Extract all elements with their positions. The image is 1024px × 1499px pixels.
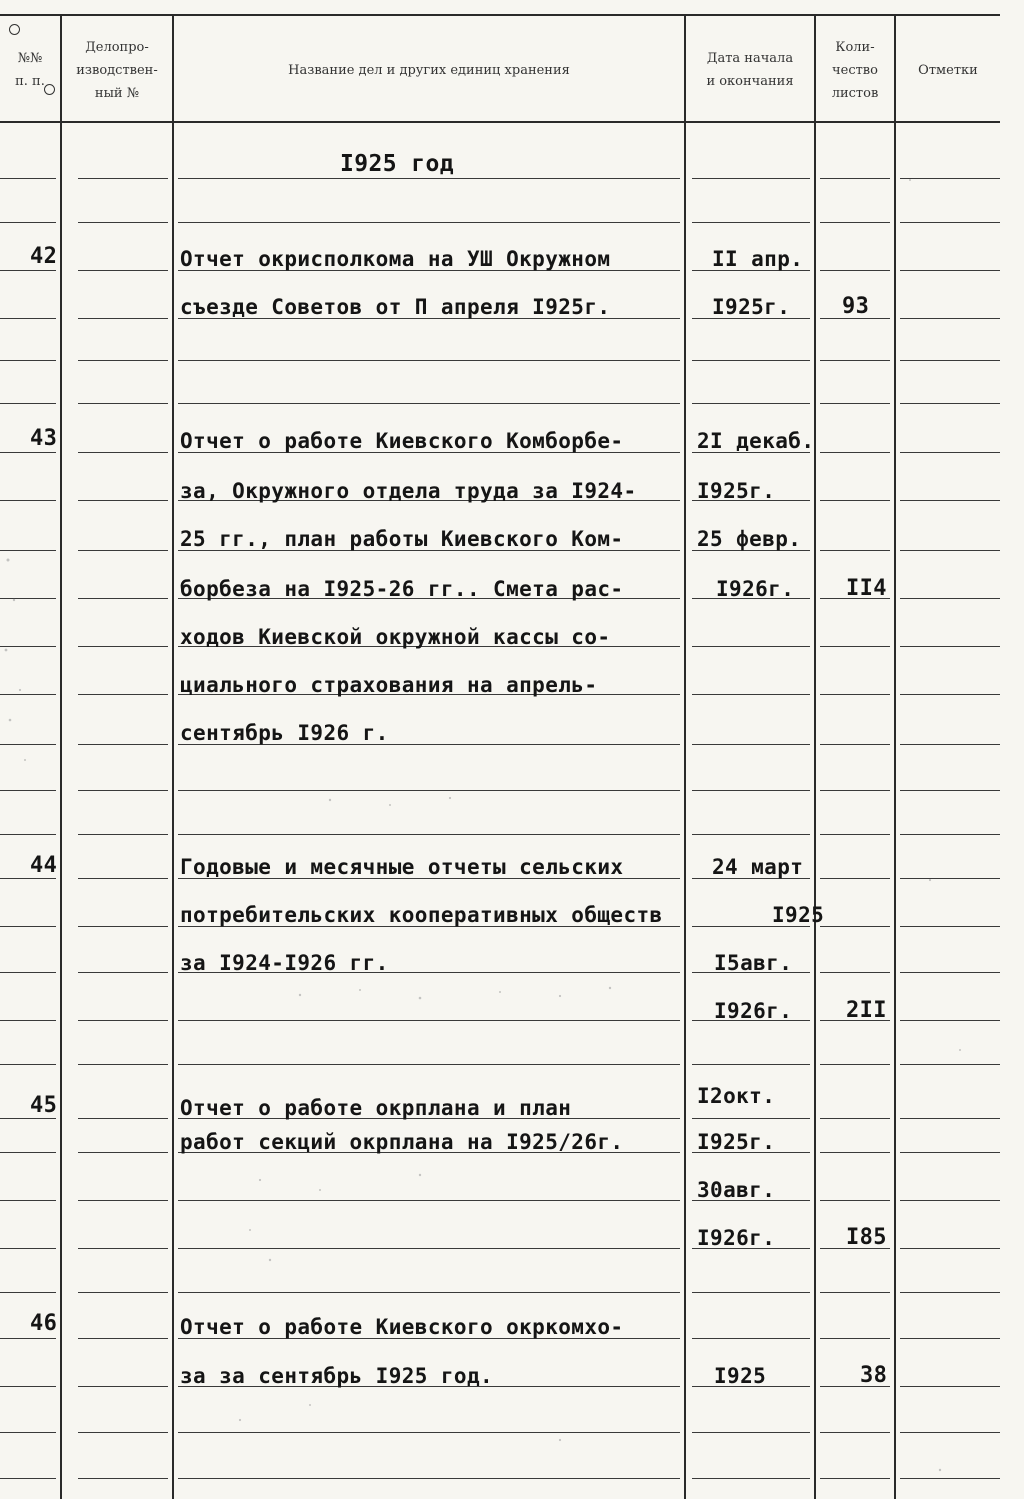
ruled-line	[178, 1292, 680, 1293]
ruled-line	[820, 1152, 890, 1153]
ruled-line	[900, 598, 1000, 599]
ruled-line	[0, 646, 56, 647]
entry-title-line: за I924-I926 гг.	[180, 951, 389, 975]
ruled-line	[900, 972, 1000, 973]
ruled-line	[78, 834, 168, 835]
ruled-line	[0, 926, 56, 927]
ruled-line	[900, 452, 1000, 453]
ruled-line	[0, 550, 56, 551]
entry-date: 30авг.	[697, 1178, 776, 1202]
entry-title-line: за, Окружного отдела труда за I924-	[180, 479, 637, 503]
header-col-number: №№ п. п.	[15, 51, 45, 89]
ruled-line	[78, 1386, 168, 1387]
ruled-line	[78, 878, 168, 879]
ruled-line	[820, 694, 890, 695]
ruled-line	[0, 1064, 56, 1065]
ruled-line	[0, 1020, 56, 1021]
ruled-line	[900, 222, 1000, 223]
ruled-line	[820, 360, 890, 361]
ruled-line	[0, 1152, 56, 1153]
ruled-line	[820, 550, 890, 551]
entry-title-line: 25 гг., план работы Киевского Ком-	[180, 527, 624, 551]
ruled-line	[178, 1478, 680, 1479]
ruled-line	[900, 1118, 1000, 1119]
entry-title-line: работ секций окрплана на I925/26г.	[180, 1130, 624, 1154]
year-heading: I925 год	[340, 151, 454, 177]
ruled-line	[692, 790, 810, 791]
ruled-line	[0, 972, 56, 973]
ruled-line	[178, 834, 680, 835]
ruled-line	[178, 790, 680, 791]
entry-title-line: Отчет о работе Киевского окркомхо-	[180, 1315, 624, 1339]
ruled-line	[900, 1248, 1000, 1249]
ruled-line	[900, 1432, 1000, 1433]
entry-title-line: Отчет о работе Киевского Комборбе-	[180, 429, 624, 453]
ruled-line	[0, 1432, 56, 1433]
ruled-line	[820, 1118, 890, 1119]
ruled-line	[820, 878, 890, 879]
ruled-line	[0, 1248, 56, 1249]
header-top-border	[0, 14, 1000, 16]
ruled-line	[178, 178, 680, 179]
ruled-line	[178, 1020, 680, 1021]
ruled-line	[0, 360, 56, 361]
ruled-line	[692, 1118, 810, 1119]
entry-date: I925г.	[697, 479, 776, 503]
entry-date: I926г.	[716, 577, 795, 601]
ruled-line	[178, 360, 680, 361]
entry-number: 45	[30, 1093, 58, 1118]
ruled-line	[820, 646, 890, 647]
ruled-line	[820, 1292, 890, 1293]
entry-title-line: потребительских кооперативных обществ	[180, 903, 663, 927]
ruled-line	[78, 500, 168, 501]
entry-sheet-count: 2II	[846, 998, 887, 1023]
column-divider	[684, 14, 686, 1499]
entry-number: 44	[30, 853, 58, 878]
entry-title-line: за за сентябрь I925 год.	[180, 1364, 494, 1388]
header-col-notes: Отметки	[918, 62, 978, 78]
ruled-line	[900, 1386, 1000, 1387]
entry-sheet-count: I85	[846, 1225, 887, 1250]
ruled-line	[0, 1292, 56, 1293]
ruled-line	[900, 1200, 1000, 1201]
ruled-line	[78, 1478, 168, 1479]
ruled-line	[178, 1248, 680, 1249]
ruled-line	[900, 926, 1000, 927]
ruled-line	[820, 500, 890, 501]
ruled-line	[78, 178, 168, 179]
entry-number: 42	[30, 244, 58, 269]
ruled-line	[0, 318, 56, 319]
ruled-line	[78, 403, 168, 404]
ruled-line	[0, 222, 56, 223]
header-col-office-number: Делопро- изводствен- ный №	[76, 39, 158, 101]
ruled-line	[900, 744, 1000, 745]
entry-sheet-count: 38	[860, 1363, 888, 1388]
ruled-line	[692, 1478, 810, 1479]
ruled-line	[78, 1200, 168, 1201]
ruled-line	[78, 360, 168, 361]
ruled-line	[692, 403, 810, 404]
ruled-line	[78, 598, 168, 599]
ruled-line	[0, 1478, 56, 1479]
ruled-line	[900, 878, 1000, 879]
ruled-line	[178, 403, 680, 404]
ruled-line	[78, 1118, 168, 1119]
ruled-line	[692, 360, 810, 361]
ruled-line	[178, 1432, 680, 1433]
ruled-line	[820, 222, 890, 223]
ruled-line	[0, 694, 56, 695]
entry-title-line: Отчет окрисполкома на УШ Окружном	[180, 247, 611, 271]
ruled-line	[0, 1386, 56, 1387]
ruled-line	[0, 178, 56, 179]
ruled-line	[900, 1292, 1000, 1293]
ruled-line	[78, 744, 168, 745]
header-bottom-border	[0, 121, 1000, 123]
entry-title-line: Годовые и месячные отчеты сельских	[180, 855, 624, 879]
column-divider	[60, 14, 62, 1499]
ruled-line	[78, 550, 168, 551]
entry-date: 24 март	[712, 855, 804, 879]
ruled-line	[78, 1338, 168, 1339]
ruled-line	[0, 1338, 56, 1339]
entry-title-line: ходов Киевской окружной кассы со-	[180, 625, 611, 649]
header-col-dates: Дата начала и окончания	[706, 51, 794, 89]
ruled-line	[78, 694, 168, 695]
ruled-line	[900, 500, 1000, 501]
entry-title-line: сентябрь I926 г.	[180, 721, 389, 745]
entry-date: I925г.	[697, 1130, 776, 1154]
ruled-line	[0, 403, 56, 404]
ruled-line	[820, 744, 890, 745]
ruled-line	[78, 790, 168, 791]
ruled-line	[820, 270, 890, 271]
header-col-title: Название дел и других единиц хранения	[288, 62, 570, 78]
ruled-line	[78, 1020, 168, 1021]
ruled-line	[78, 972, 168, 973]
ruled-line	[820, 926, 890, 927]
ruled-line	[900, 1020, 1000, 1021]
ruled-line	[900, 1064, 1000, 1065]
ruled-line	[692, 646, 810, 647]
ruled-line	[820, 1200, 890, 1201]
ruled-line	[0, 500, 56, 501]
entry-date: 25 февр.	[697, 527, 802, 551]
ruled-line	[78, 222, 168, 223]
ruled-line	[900, 550, 1000, 551]
entry-date: I926г.	[697, 1226, 776, 1250]
ruled-line	[0, 834, 56, 835]
ruled-line	[900, 360, 1000, 361]
ruled-line	[692, 694, 810, 695]
ruled-line	[692, 222, 810, 223]
entry-date: I925	[714, 1364, 767, 1388]
ruled-line	[692, 744, 810, 745]
ruled-line	[78, 926, 168, 927]
ruled-line	[78, 646, 168, 647]
column-divider	[894, 14, 896, 1499]
ruled-line	[0, 598, 56, 599]
ruled-line	[692, 1292, 810, 1293]
ruled-line	[820, 1338, 890, 1339]
entry-number: 43	[30, 426, 58, 451]
ruled-line	[178, 1064, 680, 1065]
ruled-line	[0, 790, 56, 791]
ruled-line	[78, 318, 168, 319]
ruled-line	[820, 834, 890, 835]
entry-sheet-count: 93	[842, 294, 870, 319]
ruled-line	[900, 403, 1000, 404]
entry-title-line: съезде Советов от П апреля I925г.	[180, 295, 611, 319]
ruled-line	[900, 646, 1000, 647]
ruled-line	[820, 1064, 890, 1065]
ruled-line	[78, 1432, 168, 1433]
ruled-line	[900, 1478, 1000, 1479]
ruled-line	[900, 790, 1000, 791]
ruled-line	[820, 972, 890, 973]
ruled-line	[900, 270, 1000, 271]
ruled-line	[78, 1152, 168, 1153]
ruled-line	[78, 1248, 168, 1249]
ruled-line	[820, 403, 890, 404]
ruled-line	[820, 178, 890, 179]
entry-date: I5авг.	[714, 951, 793, 975]
ruled-line	[692, 1338, 810, 1339]
ruled-line	[178, 1200, 680, 1201]
entry-title-line: циального страхования на апрель-	[180, 673, 598, 697]
column-divider	[172, 14, 174, 1499]
entry-date: I926г.	[714, 999, 793, 1023]
entry-number: 46	[30, 1311, 58, 1336]
ruled-line	[900, 694, 1000, 695]
ruled-line	[820, 790, 890, 791]
ruled-line	[78, 1292, 168, 1293]
ruled-line	[0, 1200, 56, 1201]
ruled-line	[78, 1064, 168, 1065]
entry-date: I925	[772, 903, 825, 927]
ruled-line	[900, 318, 1000, 319]
ruled-line	[900, 1338, 1000, 1339]
entry-title-line: борбеза на I925-26 гг.. Смета рас-	[180, 577, 624, 601]
ruled-line	[78, 452, 168, 453]
entry-date: 2I декаб.	[697, 429, 815, 453]
ruled-line	[692, 834, 810, 835]
ruled-line	[0, 744, 56, 745]
entry-date: I2окт.	[697, 1084, 776, 1108]
ruled-line	[178, 222, 680, 223]
ruled-line	[820, 452, 890, 453]
entry-date: I925г.	[712, 295, 791, 319]
ruled-line	[900, 178, 1000, 179]
ruled-line	[820, 1478, 890, 1479]
header-col-sheets: Коли- чество листов	[831, 39, 879, 101]
ruled-line	[692, 1432, 810, 1433]
entry-date: II апр.	[712, 247, 804, 271]
entry-sheet-count: II4	[846, 576, 887, 601]
ruled-line	[692, 178, 810, 179]
ruled-line	[692, 1064, 810, 1065]
ruled-line	[900, 834, 1000, 835]
ruled-line	[820, 1432, 890, 1433]
column-divider	[814, 14, 816, 1499]
ruled-line	[78, 270, 168, 271]
entry-title-line: Отчет о работе окрплана и план	[180, 1096, 572, 1120]
ruled-line	[900, 1152, 1000, 1153]
